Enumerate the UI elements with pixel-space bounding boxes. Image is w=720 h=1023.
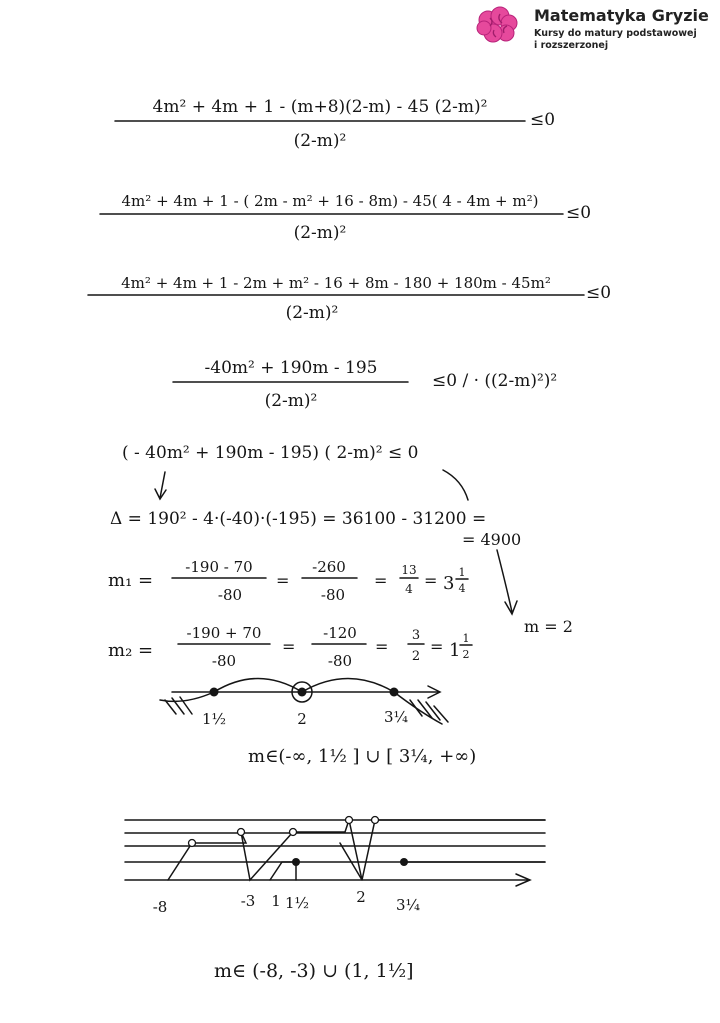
m1-frac2-num: -260 — [312, 558, 346, 576]
fraction-4-numerator: -40m² + 190m - 195 — [204, 358, 378, 378]
fraction-1-denominator: (2-m)² — [293, 131, 347, 151]
m2-frac2-den: -80 — [327, 652, 353, 670]
axis-1-point-double — [298, 688, 307, 697]
sign-diagram-2 — [125, 817, 545, 917]
axis-2-open-point-1 — [189, 840, 196, 847]
brand-tagline-line-2: i rozszerzonej — [534, 40, 609, 51]
fraction-3-denominator: (2-m)² — [285, 303, 339, 323]
fraction-4-relation: ≤0 / · ((2-m)²)² — [432, 371, 558, 391]
fraction-2-relation: ≤0 — [566, 203, 592, 223]
axis-1-point-m2 — [210, 688, 219, 697]
m2-mixed-whole: 1 — [449, 640, 461, 661]
delta-result: = 4900 — [462, 530, 522, 549]
m1-frac3-num: 13 — [401, 563, 417, 577]
sign-diagram-1 — [160, 679, 448, 729]
root-m1 — [108, 558, 468, 604]
fraction-2 — [100, 192, 591, 243]
fraction-1 — [115, 97, 555, 151]
fraction-2-numerator: 4m² + 4m + 1 - ( 2m - m² + 16 - 8m) - 45( 4 - 4m + m²) — [121, 192, 539, 210]
axis-1-point-m1 — [390, 688, 399, 697]
m1-frac2-den: -80 — [320, 586, 346, 604]
fraction-2-denominator: (2-m)² — [293, 223, 347, 243]
m1-label: m₁ = — [108, 570, 154, 591]
arrow-curve — [443, 470, 468, 500]
double-root-label: m = 2 — [524, 617, 573, 636]
m2-frac3-num: 3 — [411, 628, 421, 643]
m2-label: m₂ = — [108, 640, 154, 661]
axis-1-label-1: 1½ — [201, 710, 227, 728]
m2-mixed-den: 2 — [462, 648, 470, 661]
axis-2-label-5: 2 — [356, 888, 366, 906]
fraction-3 — [88, 274, 611, 323]
fraction-1-relation: ≤0 — [530, 110, 556, 130]
solution-1: m∈(-∞, 1½ ] ∪ [ 3¼, +∞) — [248, 746, 477, 767]
m1-eq1: = — [276, 571, 290, 590]
axis-2-label-4: 1½ — [284, 894, 310, 912]
m1-mixed-den: 4 — [458, 582, 466, 595]
axis-2-label-1: -8 — [152, 898, 168, 916]
axis-2-label-2: -3 — [240, 892, 256, 910]
brand-name: Matematyka Gryzie — [534, 6, 709, 25]
fraction-1-numerator: 4m² + 4m + 1 - (m+8)(2-m) - 45 (2-m)² — [152, 97, 488, 117]
m1-mixed-whole: 3 — [443, 573, 455, 594]
axis-2-open-point-3 — [290, 829, 297, 836]
m2-frac2-num: -120 — [323, 624, 357, 642]
m1-frac3-den: 4 — [405, 582, 413, 596]
solution-2: m∈ (-8, -3) ∪ (1, 1½] — [214, 960, 414, 982]
m2-eq3: = — [430, 637, 444, 656]
m2-frac1-num: -190 + 70 — [186, 624, 262, 642]
axis-2-open-point-4 — [346, 817, 353, 824]
fraction-3-relation: ≤0 — [586, 283, 612, 303]
fraction-3-numerator: 4m² + 4m + 1 - 2m + m² - 16 + 8m - 180 + 180m - 45m² — [121, 274, 551, 292]
axis-1-label-2: 2 — [297, 710, 307, 728]
m1-frac1-den: -80 — [217, 586, 243, 604]
axis-2-open-point-5 — [372, 817, 379, 824]
arrow-to-delta — [155, 472, 166, 499]
axis-1-label-3: 3¼ — [383, 708, 409, 726]
m2-frac1-den: -80 — [211, 652, 237, 670]
axis-2-filled-point-1 — [292, 858, 300, 866]
m2-eq2: = — [375, 637, 389, 656]
delta-line: Δ = 190² - 4·(-40)·(-195) = 36100 - 31200 = — [110, 509, 487, 529]
m2-mixed-num: 1 — [462, 632, 470, 645]
arrow-to-double-root — [497, 550, 517, 614]
m2-eq1: = — [282, 637, 296, 656]
m1-eq2: = — [374, 571, 388, 590]
m1-eq3: = — [424, 571, 438, 590]
axis-2-filled-point-2 — [400, 858, 408, 866]
axis-2-open-point-2 — [238, 829, 245, 836]
axis-1-hatch-right — [410, 700, 448, 722]
axis-2-label-3: 1 — [271, 892, 281, 910]
fraction-4-denominator: (2-m)² — [264, 391, 318, 411]
m1-mixed-num: 1 — [458, 566, 466, 579]
axis-2-label-6: 3¼ — [395, 896, 421, 914]
root-m2 — [108, 624, 472, 670]
product-inequality: ( - 40m² + 190m - 195) ( 2-m)² ≤ 0 — [122, 443, 419, 463]
fraction-4 — [173, 358, 557, 411]
m1-frac1-num: -190 - 70 — [185, 558, 253, 576]
m2-frac3-den: 2 — [411, 649, 421, 664]
brand-tagline-line-1: Kursy do matury podstawowej — [534, 28, 697, 39]
